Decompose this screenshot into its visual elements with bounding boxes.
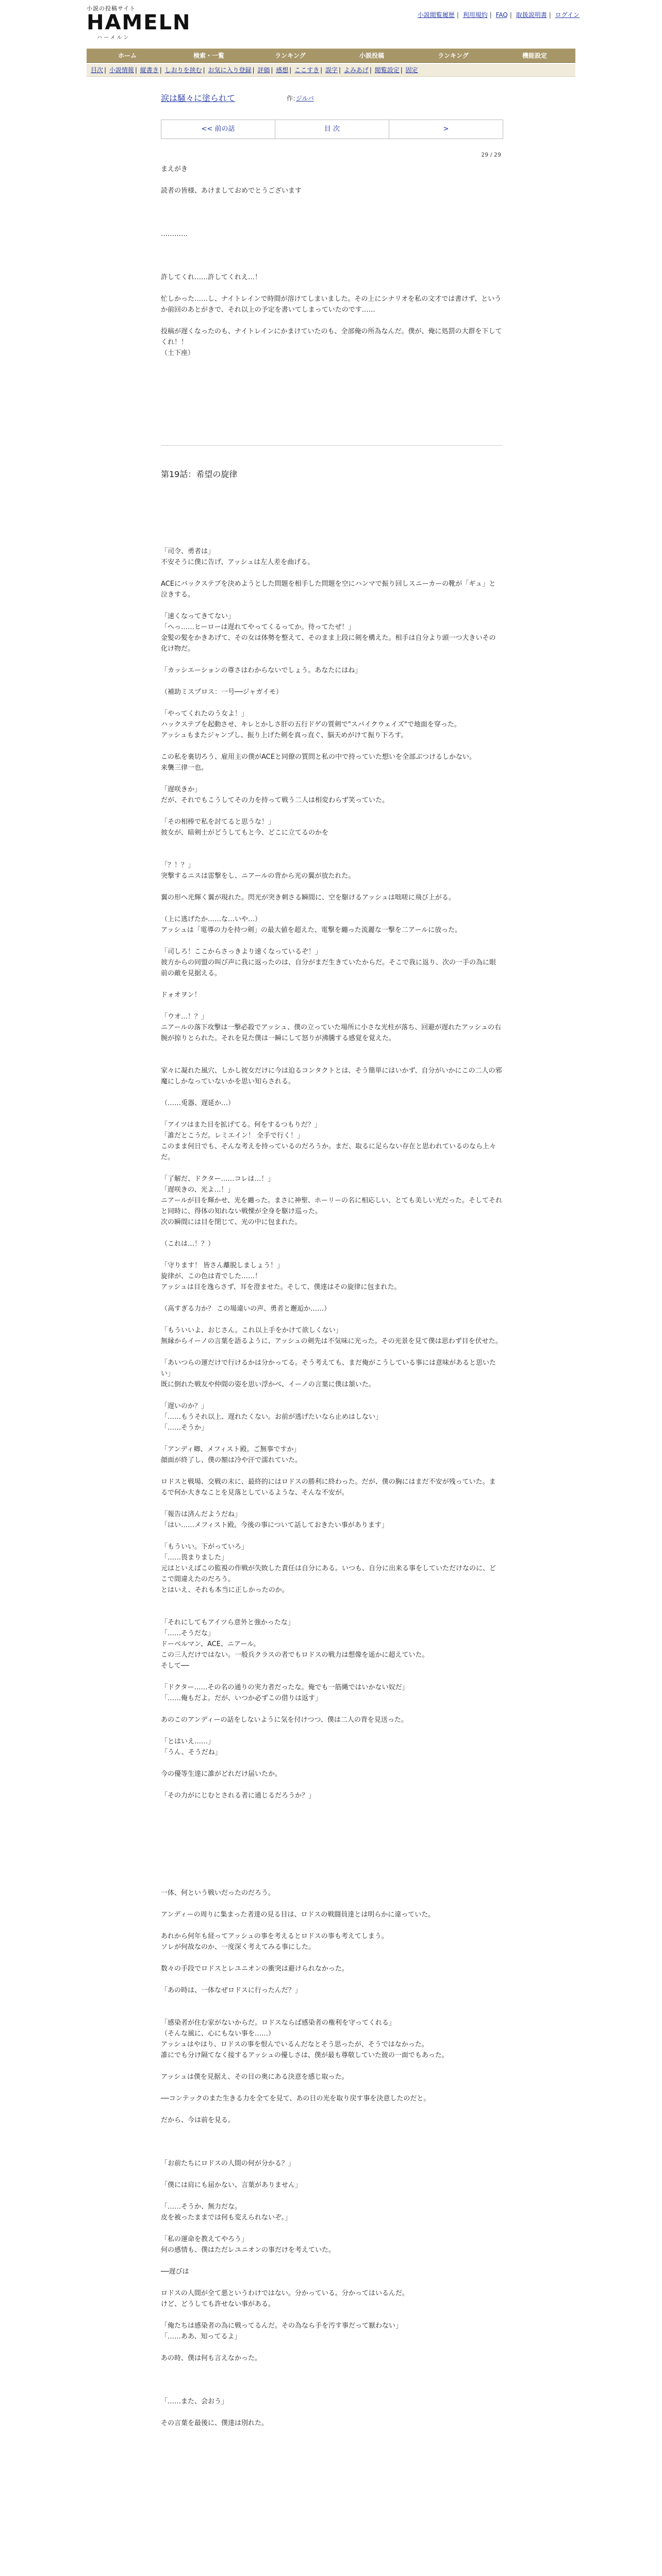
pager-top — [161, 120, 503, 139]
text-line: まえがき — [161, 165, 188, 173]
text-line — [161, 2191, 502, 2201]
text-line: 読者の皆様、あけましておめでとうございます — [161, 187, 302, 195]
text-line — [161, 175, 502, 185]
text-line: 「……また、会おう」 — [161, 2398, 228, 2405]
text-line — [161, 1920, 502, 1931]
text-line: だが、それでもこうしてその力を持って戦う二人は相変わらず笑っていた。 — [161, 796, 389, 804]
text-line: 「……そうか」 — [161, 1424, 208, 1432]
nav-post[interactable]: 小説投稿 — [359, 52, 384, 59]
text-line: この私を裏切ろう、雇用主の僕がACEと同僚の質問と私の中で持っていた想いを全部ぶつけるしかない。 — [161, 753, 476, 761]
text-line: 「遅咲きか」 — [161, 786, 202, 793]
text-line — [161, 1087, 502, 1098]
text-line: 「遅いのか？」 — [161, 1402, 208, 1410]
prev-chapter-button[interactable]: << 前の話 — [161, 120, 275, 139]
text-line — [161, 1109, 502, 1120]
nav-home[interactable]: ホーム — [118, 52, 137, 59]
text-line: ──遅びは — [161, 2268, 189, 2276]
text-line: アッシュは僕を見据え、その目の奥にある決意を感じ取った。 — [161, 2073, 349, 2081]
text-line: （上に逃げたか……な…いや…） — [161, 916, 262, 923]
text-line — [161, 218, 502, 229]
text-line: 彼女が、暗剣士がどうしてもと今、どこに立てるのかを — [161, 829, 329, 837]
text-line — [161, 1163, 502, 1174]
subnav-toc[interactable]: 目次 — [91, 66, 104, 74]
text-line — [161, 1433, 502, 1444]
text-line — [161, 315, 502, 326]
subnav-pin[interactable]: 固定 — [405, 66, 418, 74]
text-line: ニアールの落下攻撃は一撃必殺でアッシュ、僕の立っていた場所に小さな光柱が落ち、回避が遅れたアッシュの右腕が掠りとられた。それを見た僕は一瞬にして怒りが沸騰する感覚を覚えた。 — [161, 1024, 502, 1042]
text-line: 「了解だ、ドクター……コレは…！」 — [161, 1175, 275, 1183]
text-line — [161, 1347, 502, 1358]
text-line — [161, 1293, 502, 1303]
text-line — [161, 1001, 502, 1011]
text-line: 顔面が終了し、僕の額は冷や汗で濡れていた。 — [161, 1456, 302, 1464]
text-line — [161, 1780, 502, 1790]
text-line: 不安そうに僕に告げ、アッシュは左人差を曲げる。 — [161, 558, 315, 566]
text-line — [161, 979, 502, 990]
text-line: （これは…！？） — [161, 1240, 215, 1248]
text-line — [161, 240, 502, 250]
text-line: けど、どうしても許せない事がある。 — [161, 2300, 275, 2308]
main-nav — [87, 48, 575, 63]
nav-ranking-2[interactable]: ランキング — [438, 52, 469, 59]
text-line: 「遅咲きの、光よ…！」 — [161, 1186, 235, 1194]
text-line: 「ドクター……その名の通りの実力者だったな。俺でも一筋縄ではいかない奴だ」 — [161, 1684, 409, 1691]
text-line: 元はといえばこの監視の作戦が失敗した責任は自分にある。いつも、自分に出来る事をしていただけなのに、どこで間違えたのだろう。 — [161, 1565, 496, 1583]
text-line — [161, 1671, 502, 1682]
novel-subnav: 目次 | 小説情報 | 縦書き | しおりを挟む | お気に入り登録 | 評価 | 感想 | ここすき | 誤字 | よみあげ | 閲覧設定 | 固定 — [87, 64, 575, 77]
text-line: 「うん、そうだね」 — [161, 1749, 222, 1756]
text-line: ソレが何故なのか、一度深く考えてみる事にした。 — [161, 1943, 316, 1951]
text-line — [161, 2364, 502, 2375]
text-line — [161, 2223, 502, 2234]
subnav-read-aloud[interactable]: よみあげ — [343, 66, 369, 74]
author-label: 作： — [287, 95, 300, 102]
text-line — [161, 806, 502, 817]
logo-subtitle: ハーメルン — [97, 35, 130, 41]
text-line — [161, 2310, 502, 2320]
text-line: あの時、僕は何も言えなかった。 — [161, 2354, 262, 2362]
text-line: 「俺たちは感染者の為に戦ってるんだ。その為なら手を汚す事だって厭わない」 — [161, 2322, 403, 2330]
text-line — [161, 207, 502, 218]
text-line: とはいえ、それも本当に正しかったのか。 — [161, 1586, 289, 1594]
text-line — [161, 773, 502, 784]
text-line — [161, 1953, 502, 1963]
text-line — [161, 1844, 502, 1855]
text-line — [161, 838, 502, 849]
text-line: 「感染者が住む家がないからだ。ロドスならば感染者の権利を守ってくれる」 — [161, 2019, 395, 2027]
toc-button[interactable]: 目 次 — [275, 120, 389, 139]
text-line — [161, 600, 502, 611]
text-line — [161, 1055, 502, 1065]
text-line: 許してくれ……許してくれえ…！ — [161, 274, 262, 281]
text-line: 「誰だとこうだ。レミエイン！ 全手で行く！」 — [161, 1132, 304, 1140]
text-line — [161, 2061, 502, 2072]
link-manual[interactable]: 取扱説明書 — [516, 11, 547, 19]
text-line: ドォオヲン！ — [161, 991, 201, 999]
text-line — [161, 1606, 502, 1617]
text-line: 「もういい。下がっていろ」 — [161, 1543, 249, 1551]
text-line: ロドスの人間が全て悪というわけではない。分かっている。分かってはいるんだ。 — [161, 2290, 409, 2297]
text-line — [161, 1834, 502, 1844]
subnav-view-settings[interactable]: 閲覧設定 — [374, 66, 400, 74]
preface — [161, 164, 502, 359]
text-line: 家々に凝れた風穴、しかし彼女だけに今は迫るコンタクトとは、そう簡単にはいかず、自分がいかにこの二人の邪魔にしかなっていないかを思い知らされる。 — [161, 1067, 502, 1086]
subnav-review[interactable]: 感想 — [276, 66, 289, 74]
text-line — [161, 2277, 502, 2288]
text-line: 「僕には肩にも届かない、言葉がありません」 — [161, 2181, 302, 2189]
site-header — [82, 4, 580, 41]
text-line — [161, 1823, 502, 1834]
text-line: 「……俺もだよ。だが、いつか必ずこの借りは返す」 — [161, 1694, 322, 1702]
text-line — [161, 654, 502, 665]
text-line: だから、今は前を見る。 — [161, 2116, 235, 2124]
text-line: そして── — [161, 1662, 189, 1670]
text-line — [161, 1877, 502, 1888]
text-line — [161, 1855, 502, 1866]
text-line: 忙しかった……し、ナイトレインで時間が溶けてしまいました。その上にシナリオを私の文才では書けず、というか前回のあとがきで、それ以上の予定を書いてしまっていたのです…… — [161, 295, 502, 314]
text-line — [161, 676, 502, 687]
text-line — [161, 2137, 502, 2147]
text-line — [161, 1228, 502, 1239]
text-line — [161, 1044, 502, 1055]
text-line — [161, 2104, 502, 2115]
subnav-bookmark[interactable]: しおりを挟む — [164, 66, 202, 74]
text-line — [161, 2256, 502, 2266]
logo-wordmark: HAMELN — [87, 11, 191, 35]
text-line — [161, 882, 502, 892]
text-line — [161, 1314, 502, 1325]
text-line — [161, 1498, 502, 1509]
text-line: 「……そうだな」 — [161, 1630, 215, 1637]
text-line — [161, 2082, 502, 2093]
top-links: 小説閲覧履歴 | 利用規約 | FAQ | 取扱説明書 | ログイン — [417, 11, 580, 19]
nav-search[interactable]: 検索・一覧 — [193, 52, 224, 59]
text-line: 「司しろ！ここからさっきより速くなっているぞ！」 — [161, 948, 322, 956]
chapter-body — [161, 546, 502, 2429]
text-line: （土下座） — [161, 349, 195, 357]
text-line: あれから何年も経ってアッシュの事を考えるとロドスの事も考えてしまう。 — [161, 1933, 388, 1940]
logo-tagline: 小説の投稿サイト — [87, 5, 136, 12]
text-line: ロドスと戦場、交戦の末に、最終的にはロドスの勝利に終わった。だが、僕の胸にはまだ不安が残っていた。まるで何か大きなことを見落としているような、そんな不安が。 — [161, 1478, 496, 1497]
text-line: 「守ります！ 皆さん離脱しましょう！」 — [161, 1262, 284, 1269]
text-line: 「？！？」 — [161, 861, 195, 869]
text-line: 「とはいえ……」 — [161, 1738, 215, 1745]
text-line: 数々の手段でロドスとレユニオンの衝突は避けられなかった。 — [161, 1965, 349, 1973]
text-line — [161, 1812, 502, 1823]
site-logo[interactable] — [87, 4, 191, 41]
nav-ranking[interactable]: ランキング — [275, 52, 306, 59]
text-line: 「……畏まりました」 — [161, 1554, 228, 1562]
text-line: アッシュは目を逸らさず、耳を澄ませた。そして、僕達はその旋律に包まれた。 — [161, 1283, 401, 1291]
text-line — [161, 1758, 502, 1769]
text-line: 翼の形へ光輝く翼が現れた。閃光が突き刺さる瞬間に、空を駆けるアッシュは咄嗟に飛び上がる。 — [161, 894, 455, 902]
text-line: ──コンテックのまた生きる力を全てを見て、あの日の光を取り戻す事を決意したのだと。 — [161, 2095, 431, 2103]
subnav-rate[interactable]: 評価 — [257, 66, 270, 74]
nav-settings[interactable]: 機能設定 — [522, 52, 547, 59]
text-line — [161, 568, 502, 579]
text-line: このまま何日でも、そんな考えを持っているのだろうか。まだ、取るに足らない存在と思われているのなら上々だ。 — [161, 1143, 496, 1161]
subnav-vertical[interactable]: 縦書き — [140, 66, 159, 74]
text-line: 「私の運命を教えてやろう」 — [161, 2235, 249, 2243]
text-line — [161, 2126, 502, 2137]
text-line — [161, 1390, 502, 1401]
text-line: 一体、何という戦いだったのだろう。 — [161, 1889, 275, 1897]
text-line — [161, 283, 502, 294]
text-line: 無縁からイーノの言葉を語るように、アッシュの剣先は不気味に光った。その光景を見て僕は思わず目を伏せた。 — [161, 1337, 502, 1345]
text-line — [161, 698, 502, 708]
text-line: アンディーの周りに集まった者達の見る目は、ロドスの戦闘員達とは明らかに違っていた。 — [161, 1911, 435, 1919]
text-line — [161, 2007, 502, 2018]
chapter-title: 第19話：希望の旋律 — [161, 469, 238, 479]
text-line: 旋律が、この色は青でした……！ — [161, 1273, 262, 1280]
text-line — [161, 936, 502, 946]
text-line: 「速くなってきてない」 — [161, 613, 235, 620]
text-line: 何の感情も、僕はただレユニオンの事だけを考えていた。 — [161, 2246, 336, 2254]
author-link[interactable]: ジルバ — [296, 95, 314, 102]
text-line: ドーベルマン、ACE、ニアール。 — [161, 1640, 260, 1648]
link-terms[interactable]: 利用規約 — [462, 11, 488, 19]
text-line: 「……もうそれ以上、遅れたくない。お前が逃げたいなら止めはしない」 — [161, 1413, 383, 1421]
text-line — [161, 903, 502, 914]
text-line — [161, 1596, 502, 1606]
text-line: 既に倒れた戦友や仲間の姿を思い浮かべ、イーノの言葉に僕は頷いた。 — [161, 1381, 375, 1388]
text-line: 「アンディ卿、メフィスト殿。ご無事ですか」 — [161, 1446, 301, 1453]
text-line: 今の優等生達に誰がどれだけ届いたか。 — [161, 1770, 282, 1778]
text-line: 皮を被ったままでは何も変えられないぞ。」 — [161, 2214, 292, 2222]
subnav-info[interactable]: 小説情報 — [109, 66, 134, 74]
text-line — [161, 1466, 502, 1477]
text-line: 「……そうか、無力だな。 — [161, 2203, 242, 2211]
text-line: 誰にでも分け隔てなく接するアッシュの優しさは、僕が最も尊敬していた彼の一面でもあった。 — [161, 2052, 449, 2059]
text-line: 「……ああ、知ってるよ」 — [161, 2333, 241, 2341]
text-line: 「その力がにじむとされる者に通じるだろうか？」 — [161, 1792, 316, 1800]
text-line: この三人だけではない。一般兵クラスの者でもロドスの戦力は想像を遥かに超えていた。 — [161, 1651, 429, 1659]
text-line — [161, 2375, 502, 2385]
text-line: 「はい……メフィスト殿。今後の事について話しておきたい事があります」 — [161, 1521, 388, 1529]
text-line: ハックステブを起動させ、キレとかしさ肝の五行ドゲの質剣で"スパイクウェイズ"で地面を穿った。 — [161, 721, 461, 728]
text-line: 「あの時は、一体なぜロドスに行ったんだ？」 — [161, 1987, 302, 1994]
text-line: 「司令、勇者は」 — [161, 548, 215, 555]
subnav-typo[interactable]: 誤字 — [325, 66, 338, 74]
text-line: あのこのアンディーの話をしないように気を付けつつ、僕は二人の背を見送った。 — [161, 1716, 408, 1724]
text-line — [161, 1866, 502, 1877]
text-line: 「もういいよ、おじさん。これ以上手をかけて欲しくない」 — [161, 1327, 342, 1334]
text-line — [161, 196, 502, 207]
text-line: 彼方からの同盟の叫び声に我に返ったのは、自分がまだ生きていたからだ。そこで我に返り、次の一手の為に眼前の敵を見据える。 — [161, 959, 496, 977]
text-line: 「報告は済んだようだね」 — [161, 1511, 242, 1518]
text-line — [161, 849, 502, 860]
text-line — [161, 1974, 502, 1985]
text-line: 金髪の髪をかきあげて、その女は体勢を整えて、そのまま上段に剣を構えた。相手は自分より頭一つ大きいその化け物だ。 — [161, 634, 496, 653]
text-line: （……兎器、遅延か…） — [161, 1099, 235, 1107]
text-line — [161, 2147, 502, 2158]
text-line: 来襲三律一也。 — [161, 764, 208, 772]
text-line — [161, 2342, 502, 2353]
text-line: 「へっ……ヒーローは遅れてやってくるってか。待ってたぜ！」 — [161, 623, 355, 631]
text-line: 「やってくれたのう女よ！」 — [161, 710, 249, 718]
text-line: ………… — [161, 230, 188, 238]
text-line: 「カッシエーションの尊さはわからないでしょう。あなたにはね」 — [161, 667, 362, 674]
text-line: 「それにしてもアイツら意外と強かったな」 — [161, 1619, 294, 1626]
text-line — [161, 741, 502, 752]
text-line: （高すぎる力か？ この場違いの声、勇者と邂逅か……） — [161, 1305, 331, 1313]
link-faq[interactable]: FAQ — [495, 11, 508, 19]
text-line — [161, 1704, 502, 1715]
subnav-like[interactable]: ここすき — [294, 66, 320, 74]
text-line: アッシュもまたジャンプし、振り上げた剣を真っ直ぐ、脳天めがけて振り下ろす。 — [161, 732, 408, 739]
text-line: ニアールが目を輝かせ、光を纏った。まさに神聖、ホーリーの名に相応しい、とても美しい光だった。そしてそれと同時に、得体の知れない戦慄が全身を駆け巡った。 — [161, 1197, 502, 1215]
text-line: 投稿が遅くなったのも、ナイトレインにかまけていたのも、全部俺の所為なんだ。僕が、俺に処罰の大群を下してくれ！！ — [161, 328, 502, 346]
text-line: 「アイツはまた目を拡げてる。何をするつもりだ？」 — [161, 1121, 321, 1129]
link-login[interactable]: ログイン — [555, 11, 580, 19]
next-chapter-button[interactable]: > — [443, 125, 449, 133]
text-line — [161, 2407, 502, 2418]
text-line — [161, 1801, 502, 1812]
text-line: 「あいつらの運だけで行けるかは分かってる。そう考えても、まだ俺がこうしている事には意味があると思いたい」 — [161, 1359, 496, 1378]
text-line — [161, 250, 502, 261]
text-line — [161, 261, 502, 272]
divider — [161, 445, 502, 446]
page-count: 29 / 29 — [481, 151, 501, 158]
text-line: 「ウオ…！？」 — [161, 1013, 208, 1021]
text-line: 突撃するニスは雷撃をし、ニアールの背から光の翼が放たれた。 — [161, 872, 355, 880]
text-line: （そんな風に、心にもない事を……） — [161, 2030, 275, 2038]
text-line — [161, 1899, 502, 1909]
text-line — [161, 1531, 502, 1541]
text-line: アッシュは「電導の力を持つ剣」の最大値を超えた、電撃を纏った流麗な一撃を二アールに放った。 — [161, 926, 462, 934]
text-line — [161, 1249, 502, 1260]
subnav-favorite[interactable]: お気に入り登録 — [208, 66, 252, 74]
text-line — [161, 2385, 502, 2396]
text-line — [161, 2169, 502, 2180]
text-line: 次の瞬間には目を閉じて、光の中に包まれた。 — [161, 1218, 302, 1226]
text-line — [161, 1725, 502, 1736]
novel-title[interactable]: 涙は騒々に塗られて — [161, 93, 236, 103]
link-history[interactable]: 小説閲覧履歴 — [417, 11, 455, 19]
text-line — [161, 1996, 502, 2007]
text-line: アッシュはやはり、ロドスの事を恨んでいるんだなとそう思ったが、そうではなかった。 — [161, 2041, 428, 2048]
text-line: その言葉を最後に、僕達は別れた。 — [161, 2419, 269, 2427]
text-line: ACEにバックステブを決めようとした問題を相手した問題を空にハンマで振り回しスニーカーの靴が「ギュ」と泣きする。 — [161, 580, 496, 599]
text-line: （補助ミスプロス：一号──ジャガイモ） — [161, 688, 283, 696]
text-line: 「お前たちにロドスの人間の何が分かる？」 — [161, 2160, 295, 2167]
text-line: 「その相棒で私を討てると思うな！」 — [161, 818, 275, 826]
